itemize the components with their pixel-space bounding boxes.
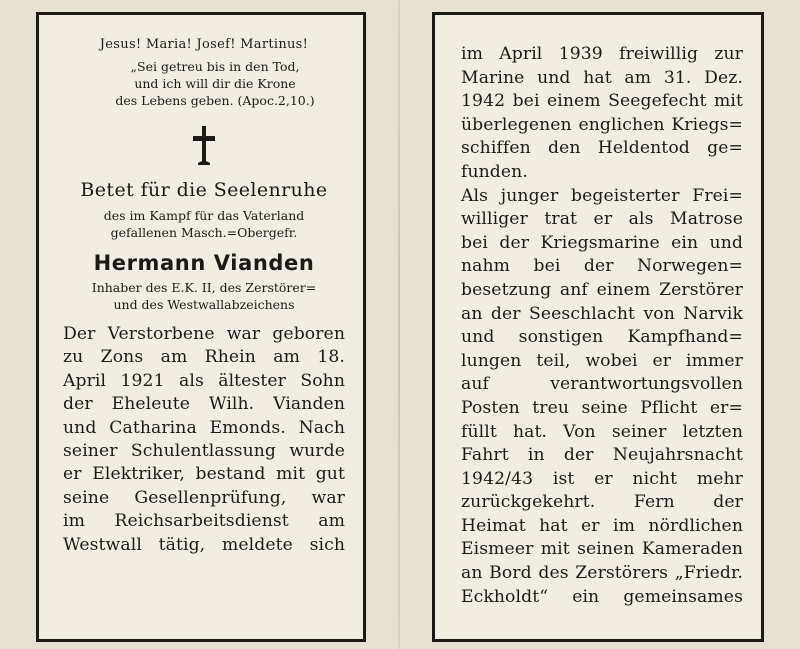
biography-line: 1942 bei einem Seegefecht mit [461,91,743,112]
biography-line: im April 1939 freiwillig zur [461,44,743,64]
biography-line: Als junger begeisterter Frei= [461,185,743,206]
biography-line: füllt hat. Von seiner letzten [461,421,743,442]
prayer-line: des im Kampf für das Vaterland [103,208,305,223]
biography-line: und Catharina Emonds. Nach [63,417,345,438]
verse-line: und ich will dir die Krone [134,76,296,91]
awards-text [63,279,345,313]
right-card-panel [432,12,764,642]
biography-line: und sonstigen Kampfhand= [461,327,743,348]
prayer-line: gefallenen Masch.=Obergefr. [110,225,298,240]
award-line: Inhaber des E.K. II, des Zerstörer= [91,280,317,295]
deceased-name: Hermann Vianden [93,251,315,275]
biography-line: Heimat hat er im nördlichen [461,515,743,536]
bible-verse [85,58,345,109]
left-card-panel [36,12,366,642]
verse-line: des Lebens geben. (Apoc.2,10.) [115,93,315,108]
biography-line: schiffen den Heldentod ge= [461,138,743,159]
biography-line: zu Zons am Rhein am 18. [63,347,345,368]
cross-icon [191,125,217,165]
verse-line: „Sei getreu bis in den Tod, [130,59,300,74]
biography-line: Marine und hat am 31. Dez. [461,67,743,88]
card-fold [398,0,400,649]
biography-line: an der Seeschlacht von Narvik [461,303,743,324]
biography-line: zurückgekehrt. Fern der [461,492,743,513]
biography-line: lungen teil, wobei er immer [461,350,743,371]
biography-line: er Elektriker, bestand mit gut [63,464,345,485]
invocation-line: Jesus! Maria! Josef! Martinus! [99,37,309,52]
biography-line: April 1921 als ältester Sohn [63,370,345,391]
biography-line: an Bord des Zerstörers „Friedr. [461,563,743,584]
biography-line: auf verantwortungsvollen [461,374,743,395]
biography-line: Westwall tätig, meldete sich [63,534,345,555]
biography-line: Eckholdt“ ein gemeinsames [461,586,743,607]
biography-line: nahm bei der Norwegen= [461,256,743,277]
biography-line: 1942/43 ist er nicht mehr [461,468,743,489]
biography-line: seine Gesellenprüfung, war [63,487,345,508]
biography-line: überlegenen englichen Kriegs= [461,114,743,135]
biography-line: Fahrt in der Neujahrsnacht [461,445,743,466]
biography-line: besetzung anf einem Zerstörer [461,279,743,300]
biography-line: Der Verstorbene war geboren [63,324,345,344]
prayer-subtitle [63,207,345,241]
biography-line: funden. [461,161,528,182]
award-line: und des Westwallabzeichens [113,297,295,312]
right-card-content [461,43,743,609]
biography-left [63,323,345,557]
biography-line: Eismeer mit seinen Kameraden [461,539,743,560]
biography-line: williger trat er als Matrose [461,209,743,230]
left-card-content [63,37,345,557]
biography-line: der Eheleute Wilh. Vianden [63,394,345,415]
biography-line: seiner Schulentlassung wurde [63,441,345,462]
biography-line: Posten treu seine Pflicht er= [461,397,743,418]
biography-line: bei der Kriegsmarine ein und [461,232,743,253]
prayer-title: Betet für die Seelenruhe [80,179,328,201]
biography-line: im Reichsarbeitsdienst am [63,511,345,532]
